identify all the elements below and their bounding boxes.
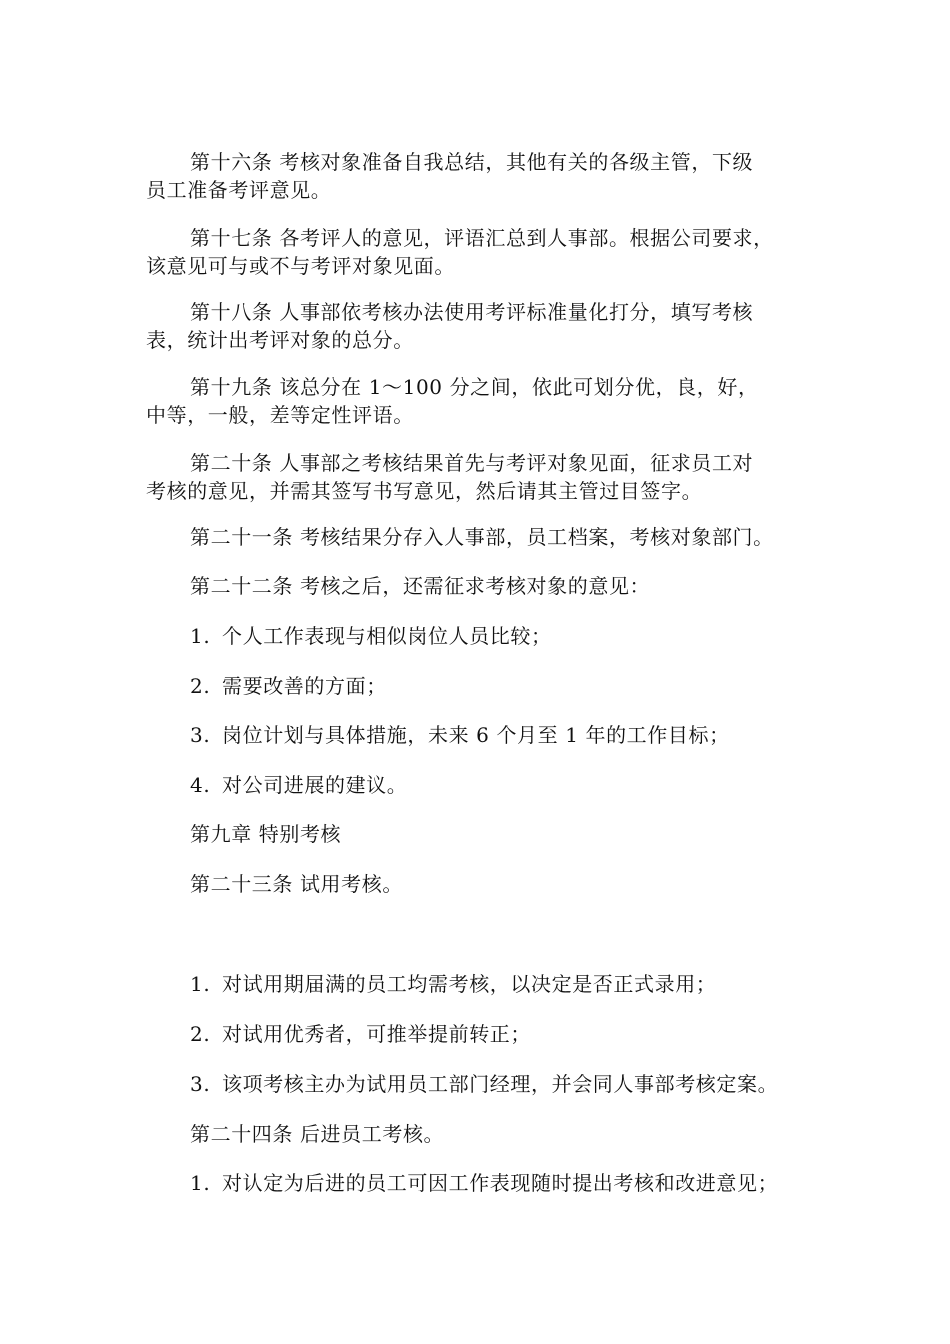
list-item-number: 1. bbox=[190, 972, 211, 996]
list-item bbox=[190, 773, 860, 797]
list-item-text: 对试用期届满的员工均需考核，以决定是否正式录用； bbox=[222, 972, 717, 996]
list-item bbox=[190, 723, 860, 747]
list-item-text: 岗位计划与具体措施，未来 6 个月至 1 年的工作目标； bbox=[222, 723, 730, 747]
article-16-line-2: 员工准备考评意见。 bbox=[146, 178, 332, 202]
article-23-heading: 第二十三条 试用考核。 bbox=[190, 872, 403, 896]
article-16-line-1: 第十六条 考核对象准备自我总结，其他有关的各级主管，下级 bbox=[190, 150, 754, 174]
list-item-number: 1. bbox=[190, 1171, 211, 1195]
list-item-number: 2. bbox=[190, 674, 211, 698]
list-item-number: 3. bbox=[190, 723, 211, 747]
article-20-line-2: 考核的意见，并需其签写书写意见，然后请其主管过目签字。 bbox=[146, 479, 703, 503]
article-17-line-1: 第十七条 各考评人的意见，评语汇总到人事部。根据公司要求， bbox=[190, 226, 774, 250]
list-item-number: 1. bbox=[190, 624, 211, 648]
article-18-line-1: 第十八条 人事部依考核办法使用考评标准量化打分，填写考核 bbox=[190, 300, 754, 324]
article-19-line-2: 中等，一般，差等定性评语。 bbox=[146, 403, 414, 427]
article-20-line-1: 第二十条 人事部之考核结果首先与考评对象见面，征求员工对 bbox=[190, 451, 754, 475]
list-item bbox=[190, 1171, 860, 1195]
article-19-line-1: 第十九条 该总分在 1～100 分之间，依此可划分优，良，好， bbox=[190, 375, 759, 399]
chapter-heading: 第九章 特别考核 bbox=[190, 822, 342, 846]
list-item bbox=[190, 674, 860, 698]
article-24-heading: 第二十四条 后进员工考核。 bbox=[190, 1122, 445, 1146]
list-item bbox=[190, 1072, 860, 1096]
list-item bbox=[190, 972, 860, 996]
list-item-text: 该项考核主办为试用员工部门经理，并会同人事部考核定案。 bbox=[222, 1072, 779, 1096]
article-22-heading: 第二十二条 考核之后，还需征求考核对象的意见： bbox=[190, 574, 651, 598]
article-17-line-2: 该意见可与或不与考评对象见面。 bbox=[146, 254, 455, 278]
article-18-line-2: 表，统计出考评对象的总分。 bbox=[146, 328, 414, 352]
list-item bbox=[190, 624, 860, 648]
list-item-number: 2. bbox=[190, 1022, 211, 1046]
list-item-text: 对认定为后进的员工可因工作表现随时提出考核和改进意见； bbox=[222, 1171, 779, 1195]
list-item-text: 需要改善的方面； bbox=[222, 674, 387, 698]
list-item-text: 对试用优秀者，可推举提前转正； bbox=[222, 1022, 531, 1046]
list-item-number: 3. bbox=[190, 1072, 211, 1096]
list-item-number: 4. bbox=[190, 773, 211, 797]
article-21: 第二十一条 考核结果分存入人事部，员工档案，考核对象部门。 bbox=[190, 525, 774, 549]
list-item-text: 对公司进展的建议。 bbox=[222, 773, 408, 797]
list-item bbox=[190, 1022, 860, 1046]
list-item-text: 个人工作表现与相似岗位人员比较； bbox=[222, 624, 552, 648]
